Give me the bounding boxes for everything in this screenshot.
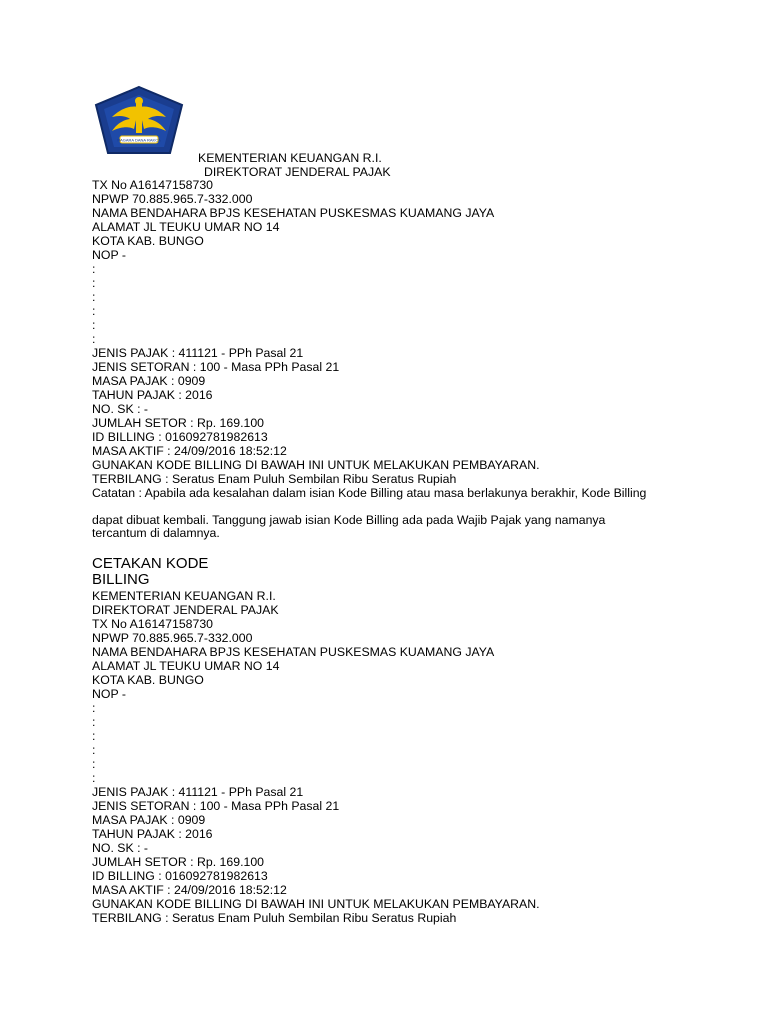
nop: NOP - (92, 248, 126, 262)
kota: KOTA KAB. BUNGO (92, 234, 204, 248)
terbilang: TERBILANG : Seratus Enam Puluh Sembilan Ribu Seratus Rupiah (92, 911, 457, 925)
ministry-title: KEMENTERIAN KEUANGAN R.I. (92, 589, 276, 603)
directorate-title: DIREKTORAT JENDERAL PAJAK (204, 165, 391, 179)
colon-line: : (92, 318, 96, 332)
no-sk: NO. SK : - (92, 402, 149, 416)
colon-line: : (92, 332, 96, 346)
colon-line: : (92, 701, 96, 715)
tahun-pajak: TAHUN PAJAK : 2016 (92, 388, 213, 402)
colon-line: : (92, 743, 96, 757)
cetakan-heading-line2: BILLING (92, 571, 150, 588)
jumlah-setor: JUMLAH SETOR : Rp. 169.100 (92, 855, 265, 869)
no-sk: NO. SK : - (92, 841, 149, 855)
nama-bendahara: NAMA BENDAHARA BPJS KESEHATAN PUSKESMAS KUAMANG JAYA (92, 645, 495, 659)
colon-line: : (92, 262, 96, 276)
id-billing: ID BILLING : 016092781982613 (92, 869, 268, 883)
tx-no: TX No A16147158730 (92, 617, 214, 631)
jenis-pajak: JENIS PAJAK : 411121 - PPh Pasal 21 (92, 785, 304, 799)
colon-line: : (92, 729, 96, 743)
jenis-setoran: JENIS SETORAN : 100 - Masa PPh Pasal 21 (92, 799, 340, 813)
emblem-ribbon-text: NAGARA DANA RAKCA (117, 137, 161, 143)
nop: NOP - (92, 687, 126, 701)
npwp: NPWP 70.885.965.7-332.000 (92, 631, 253, 645)
id-billing: ID BILLING : 016092781982613 (92, 430, 268, 444)
npwp: NPWP 70.885.965.7-332.000 (92, 192, 253, 206)
colon-line: : (92, 304, 96, 318)
terbilang: TERBILANG : Seratus Enam Puluh Sembilan Ribu Seratus Rupiah (92, 472, 457, 486)
kota: KOTA KAB. BUNGO (92, 673, 204, 687)
colon-line: : (92, 715, 96, 729)
gunakan-instruction: GUNAKAN KODE BILLING DI BAWAH INI UNTUK MELAKUKAN PEMBAYARAN. (92, 897, 540, 911)
cetakan-heading-line1: CETAKAN KODE (92, 555, 209, 572)
alamat: ALAMAT JL TEUKU UMAR NO 14 (92, 659, 280, 673)
catatan-note: Catatan : Apabila ada kesalahan dalam isian Kode Billing atau masa berlakunya berakhir, Kode Billing (92, 486, 647, 500)
tahun-pajak: TAHUN PAJAK : 2016 (92, 827, 213, 841)
masa-aktif: MASA AKTIF : 24/09/2016 18:52:12 (92, 444, 287, 458)
kemenkeu-emblem-icon (92, 85, 186, 155)
masa-pajak: MASA PAJAK : 0909 (92, 374, 206, 388)
gunakan-instruction: GUNAKAN KODE BILLING DI BAWAH INI UNTUK MELAKUKAN PEMBAYARAN. (92, 458, 540, 472)
alamat: ALAMAT JL TEUKU UMAR NO 14 (92, 220, 280, 234)
ministry-title: KEMENTERIAN KEUANGAN R.I. (198, 151, 382, 165)
jenis-setoran: JENIS SETORAN : 100 - Masa PPh Pasal 21 (92, 360, 340, 374)
directorate-title: DIREKTORAT JENDERAL PAJAK (92, 603, 279, 617)
catatan-note-continued: dapat dibuat kembali. Tanggung jawab isian Kode Billing ada pada Wajib Pajak yang namanya tercantum di dalamnya. (92, 513, 606, 540)
colon-line: : (92, 757, 96, 771)
colon-line: : (92, 771, 96, 785)
colon-line: : (92, 276, 96, 290)
jumlah-setor: JUMLAH SETOR : Rp. 169.100 (92, 416, 265, 430)
colon-line: : (92, 290, 96, 304)
tx-no: TX No A16147158730 (92, 178, 214, 192)
masa-aktif: MASA AKTIF : 24/09/2016 18:52:12 (92, 883, 287, 897)
jenis-pajak: JENIS PAJAK : 411121 - PPh Pasal 21 (92, 346, 304, 360)
nama-bendahara: NAMA BENDAHARA BPJS KESEHATAN PUSKESMAS KUAMANG JAYA (92, 206, 495, 220)
masa-pajak: MASA PAJAK : 0909 (92, 813, 206, 827)
